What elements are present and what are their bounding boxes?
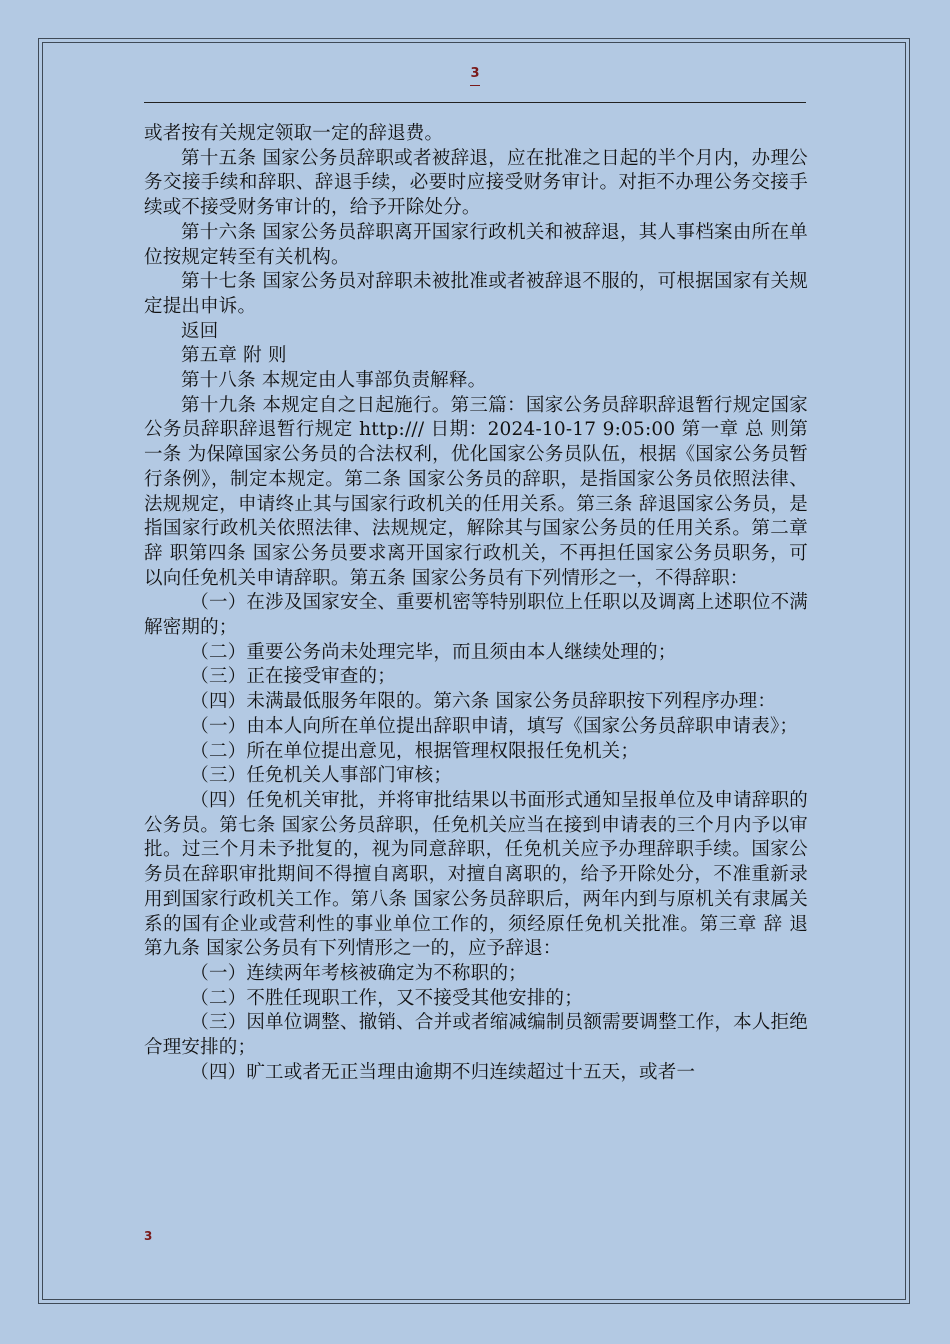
paragraph: （四）未满最低服务年限的。第六条 国家公务员辞职按下列程序办理： (190, 691, 777, 713)
paragraph: （一）连续两年考核被确定为不称职的； (190, 962, 527, 984)
paragraph: 第十七条 国家公务员对辞职未被批准或者被辞退不服的，可根据国家有关规定提出申诉。 (144, 271, 808, 317)
paragraph: （一）在涉及国家安全、重要机密等特别职位上任职以及调离上述职位不满解密期的； (144, 592, 808, 639)
paragraph: （三）正在接受审查的； (190, 666, 396, 688)
footer-page-number: 3 (144, 1229, 153, 1243)
paragraph: 第十九条 本规定自之日起施行。第三篇：国家公务员辞职辞退暂行规定国家公务员辞职辞退暂行规定 http:/// 日期：2024-10-17 9:05:00 第一章 总 则第一条 为保障国家公务员的合法权利，优化国家公务员队伍，根据《国家公务员暂行条例》，制定本规定。第二条 国家公务员的辞职，是指国家公务员依照法律、法规规定，申请终止其与国家行政机关的任用关系。第三条 辞退国家公务员，是指国家行政机关依照法律、法规规定，解除其与国家公务员的任用关系。第二章 辞 职第四条 国家公务员要求离开国家行政机关，不再担任国家公务员职务，可以向任免机关申请辞职。第五条 国家公务员有下列情形之一，不得辞职： (144, 394, 808, 589)
header-page-number: 3 (470, 66, 480, 81)
paragraph: （二）所在单位提出意见，根据管理权限报任免机关； (190, 740, 640, 762)
paragraph: 第十五条 国家公务员辞职或者被辞退，应在批准之日起的半个月内，办理公务交接手续和辞职、辞退手续，必要时应接受财务审计。对拒不办理公务交接手续或不接受财务审计的，给予开除处分。 (144, 147, 808, 219)
paragraph: 返回 (181, 320, 219, 342)
paragraph: （二）不胜任现职工作，又不接受其他安排的； (190, 987, 583, 1009)
paragraph: 第十八条 本规定由人事部负责解释。 (181, 370, 487, 392)
paragraph: （四）任免机关审批，并将审批结果以书面形式通知呈报单位及申请辞职的公务员。第七条 国家公务员辞职，任免机关应当在接到申请表的三个月内予以审批。过三个月未予批复的，视为同意辞职，任免机关应予办理辞职手续。国家公务员在辞职审批期间不得擅自离职，对擅自离职的，给予开除处分，不准重新录用到国家行政机关工作。第八条 国家公务员辞职后，两年内到与原机关有隶属关系的国有企业或营利性的事业单位工作的，须经原任免机关批准。第三章 辞 退第九条 国家公务员有下列情形之一的，应予辞退： (144, 789, 808, 960)
header-rule (144, 102, 806, 103)
paragraph: （二）重要公务尚未处理完毕，而且须由本人继续处理的； (190, 641, 677, 663)
document-body (144, 122, 808, 1085)
header-number-underline (470, 85, 480, 86)
paragraph: 或者按有关规定领取一定的辞退费。 (144, 123, 444, 144)
paragraph: （三）因单位调整、撤销、合并或者缩减编制员额需要调整工作，本人拒绝合理安排的； (144, 1012, 808, 1059)
paragraph: （四）旷工或者无正当理由逾期不归连续超过十五天，或者一 (190, 1061, 696, 1083)
paragraph: 第五章 附 则 (181, 345, 287, 367)
paragraph: （三）任免机关人事部门审核； (190, 765, 453, 787)
paragraph: 第十六条 国家公务员辞职离开国家行政机关和被辞退，其人事档案由所在单位按规定转至有关机构。 (144, 221, 808, 268)
paragraph: （一）由本人向所在单位提出辞职申请，填写《国家公务员辞职申请表》； (190, 715, 799, 737)
